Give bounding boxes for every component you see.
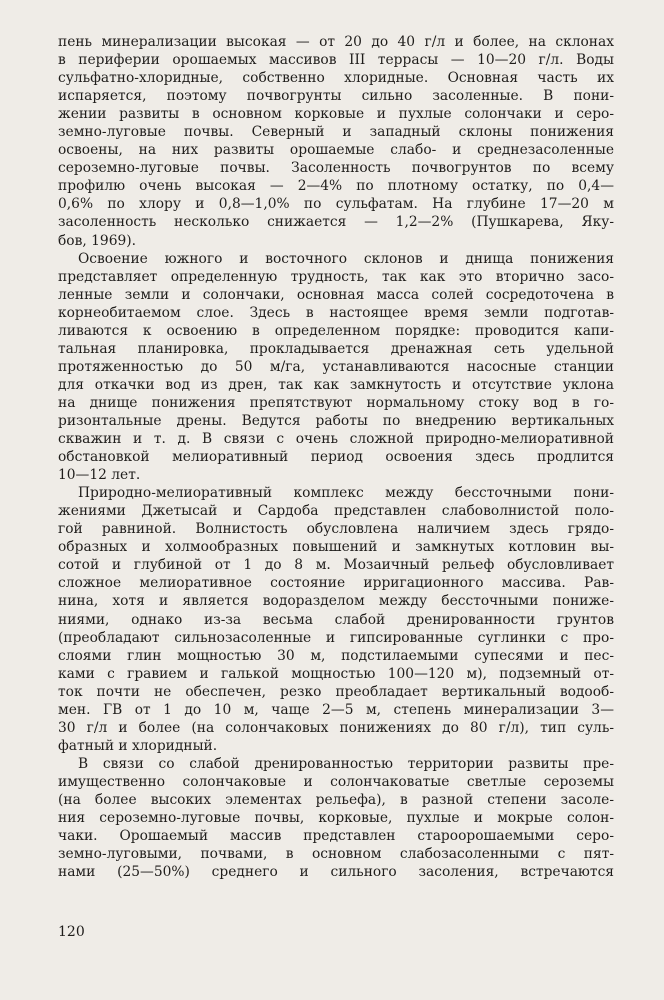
text-line: скважин и т. д. В связи с очень сложной природно-мелиоративной: [58, 431, 614, 448]
text-line: ток почти не обеспечен, резко преобладает вертикальный водооб-: [58, 683, 614, 700]
text-line: обстановкой мелиоративный период освоения здесь продлится: [58, 449, 614, 466]
text-line: сероземно-луговые почвы. Засоленность почвогрунтов по всему: [58, 160, 614, 177]
text-line: В связи со слабой дренированностью территории развиты пре-: [78, 755, 614, 772]
text-line: гой равниной. Волнистость обусловлена наличием здесь грядо-: [58, 521, 614, 538]
text-line: жениями Джетысай и Сардоба представлен слабоволнистой поло-: [58, 503, 614, 520]
text-line: в периферии орошаемых массивов III террасы — 10—20 г/л. Воды: [58, 52, 614, 69]
text-line: профилю очень высокая — 2—4% по плотному остатку, по 0,4—: [58, 178, 614, 195]
text-line: на днище понижения препятствуют нормальному стоку вод в го-: [58, 394, 614, 411]
text-line: сотой и глубиной от 1 до 8 м. Мозаичный рельеф обусловливает: [58, 557, 614, 574]
text-line: 30 г/л и более (на солончаковых понижениях до 80 г/л), тип суль-: [58, 719, 614, 736]
text-line: корнеобитаемом слое. Здесь в настоящее время земли подготав-: [58, 304, 614, 321]
text-line: пень минерализации высокая — от 20 до 40 г/л и более, на склонах: [58, 34, 614, 50]
text-line: нами (25—50%) среднего и сильного засоления, встречаются: [58, 864, 614, 881]
text-line: фатный и хлоридный.: [58, 737, 218, 754]
text-line: сложное мелиоративное состояние ирригационного массива. Рав-: [58, 575, 614, 592]
text-line: засоленность несколько снижается — 1,2—2% (Пушкарева, Яку-: [58, 214, 614, 231]
paragraph-3: [58, 484, 614, 755]
text-line: 0,6% по хлору и 0,8—1,0% по сульфатам. На глубине 17—20 м: [58, 196, 614, 213]
text-line: ниями, однако из-за весьма слабой дренированности грунтов: [58, 611, 614, 628]
text-line: сульфатно-хлоридные, собственно хлоридные. Основная часть их: [58, 70, 614, 87]
paragraph-2: [58, 250, 614, 485]
text-line: ливаются к освоению в определенном порядке: проводится капи-: [58, 322, 614, 339]
text-line: ками с гравием и галькой мощностью 100—120 м), подземный от-: [58, 665, 614, 682]
text-line: (преобладают сильнозасоленные и гипсированные суглинки с про-: [58, 629, 614, 646]
text-line: нина, хотя и является водоразделом между бессточными пониже-: [58, 593, 614, 610]
text-line: представляет определенную трудность, так как это вторично засо-: [58, 268, 614, 285]
paragraph-4: [58, 755, 614, 881]
text-line: ленные земли и солончаки, основная масса солей сосредоточена в: [58, 286, 614, 303]
text-line: чаки. Орошаемый массив представлен староорошаемыми серо-: [58, 828, 614, 845]
paragraph-1: [58, 33, 614, 250]
text-line: бов, 1969).: [58, 232, 137, 249]
text-line: образных и холмообразных повышений и замкнутых котловин вы-: [58, 539, 614, 556]
text-line: Природно-мелиоративный комплекс между бессточными пони-: [78, 485, 614, 502]
text-line: жении развиты в основном корковые и пухлые солончаки и серо-: [58, 106, 614, 123]
text-line: (на более высоких элементах рельефа), в разной степени засоле-: [58, 791, 614, 808]
text-line: протяженностью до 50 м/га, устанавливаются насосные станции: [58, 358, 614, 375]
body-text: [58, 33, 614, 881]
text-line: освоены, на них развиты орошаемые слабо- и среднезасоленные: [58, 142, 614, 159]
text-line: ния сероземно-луговые почвы, корковые, пухлые и мокрые солон-: [58, 810, 614, 827]
text-line: мен. ГВ от 1 до 10 м, чаще 2—5 м, степень минерализации 3—: [58, 701, 614, 718]
text-line: земно-луговыми, почвами, в основном слабозасоленными с пят-: [58, 846, 614, 863]
text-line: земно-луговые почвы. Северный и западный склоны понижения: [58, 124, 614, 141]
text-line: тальная планировка, прокладывается дренажная сеть удельной: [58, 340, 614, 357]
text-line: ризонтальные дрены. Ведутся работы по внедрению вертикальных: [58, 412, 614, 429]
text-line: для откачки вод из дрен, так как замкнутость и отсутствие уклона: [58, 376, 614, 393]
text-line: испаряется, поэтому почвогрунты сильно засоленные. В пони-: [58, 88, 614, 105]
text-line: слоями глин мощностью 30 м, подстилаемыми супесями и пес-: [58, 647, 614, 664]
text-line: 10—12 лет.: [58, 467, 141, 484]
page-number: 120: [58, 924, 85, 940]
text-line: имущественно солончаковые и солончаковатые светлые сероземы: [58, 773, 614, 790]
text-line: Освоение южного и восточного склонов и днища понижения: [78, 250, 614, 267]
